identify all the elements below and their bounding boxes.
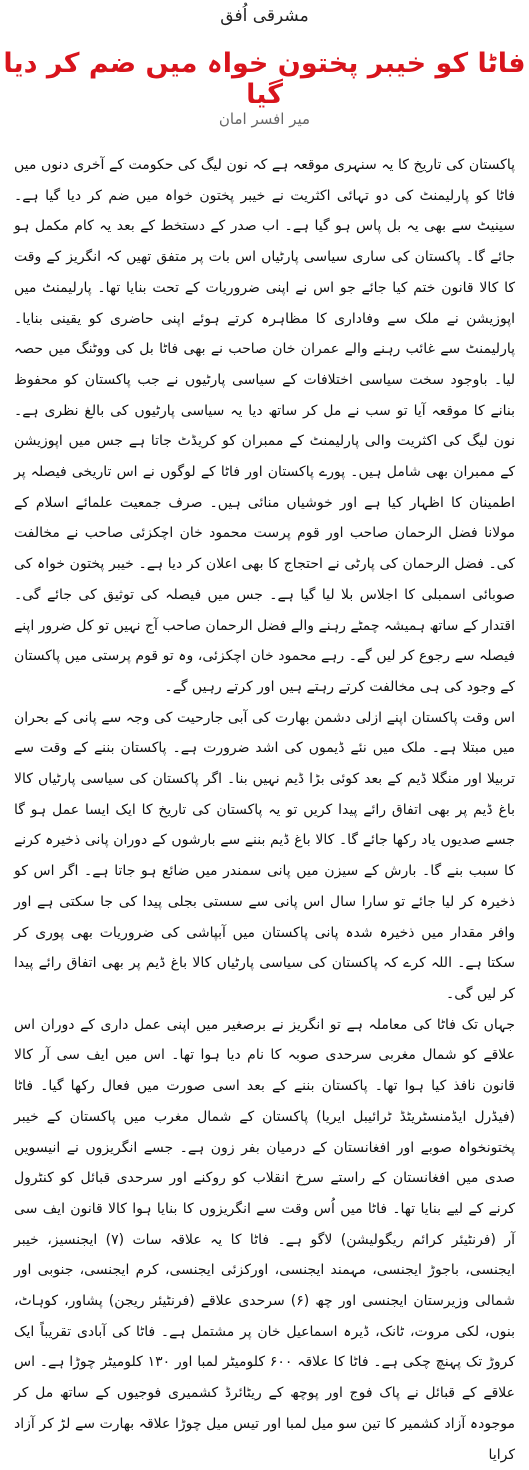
article-paragraph: پاکستان کی تاریخ کا یہ سنہری موقعہ ہے کہ نون لیگ کی حکومت کے آخری دنوں میں فاٹا کو پارلیمنٹ کی دو تہائی اکثریت نے خیبر پختون خواہ میں ضم کر دیا گیا ہے۔ سینیٹ سے بھی یہ بل پاس ہو گیا ہے۔ اب صدر کے دستخط کے بعد یہ کام مکمل ہو جائے گا۔ پاکستان کی ساری سیاسی پارٹیاں اس بات پر متفق تھیں کہ انگریز کے وقت کا کالا قانون ختم کیا جائے جو اس نے اپنی ضروریات کے تحت بنایا تھا۔ پارلیمنٹ میں اپوزیشن نے ملک سے وفاداری کا مظاہرہ کرتے ہوئے اپنی حاضری کو یقینی بنایا۔ پارلیمنٹ سے غائب رہنے والے عمران خان صاحب نے بھی فاٹا بل کی ووٹنگ میں حصہ لیا۔ باوجود سخت سیاسی اختلافات کے سیاسی پارٹیوں نے جب پاکستان کو محفوظ بنانے کا موقعہ آیا تو سب نے مل کر ساتھ دیا یہ سیاسی پارٹیوں کی بالغ نظری ہے۔ نون لیگ کی اکثریت والی پارلیمنٹ کے ممبران کو کریڈٹ جاتا ہے جس میں اپوزیشن کے ممبران بھی شامل ہیں۔ پورے پاکستان اور فاٹا کے لوگوں نے اس تاریخی فیصلہ پر اطمینان کا اظہار کیا ہے اور خوشیاں منائی ہیں۔ صرف جمعیت علمائے اسلام کے مولانا فضل الرحمان صاحب اور قوم پرست محمود خان اچکزئی صاحب نے مخالفت کی۔ فضل الرحمان کی پارٹی نے احتجاج کا بھی اعلان کر دیا ہے۔ خیبر پختون خواہ کی صوبائی اسمبلی کا اجلاس بلا لیا گیا ہے۔ جس میں فیصلہ کی توثیق کی جائے گی۔ اقتدار کے ساتھ ہمیشہ چمٹے رہنے والے فضل الرحمان صاحب آج نہیں تو کل ضرور اپنے فیصلہ سے رجوع کر لیں گے۔ رہے محمود خان اچکزئی، وہ تو قوم پرستی میں پاکستان کے وجود کی ہی مخالفت کرتے رہتے ہیں اور کرتے رہیں گے۔ [14,157,515,695]
author-byline: میر افسر امان [218,110,311,128]
column-title: مشرقی اُفق [220,6,309,26]
article-paragraph: جہاں تک فاٹا کی معاملہ ہے تو انگریز نے برصغیر میں اپنی عمل داری کے دوران اس علاقے کو شمال مغربی سرحدی صوبہ کا نام دیا ہوا تھا۔ اس میں ایف سی آر کالا قانون نافذ کیا ہوا تھا۔ پاکستان بننے کے بعد اسی صورت میں فعال رکھا گیا۔ فاٹا (فیڈرل ایڈمنسٹریٹڈ ٹرائیبل ایریا) پاکستان کے شمال مغرب میں پاکستان کے خیبر پختونخواہ صوبے اور افغانستان کے درمیان بفر زون ہے۔ جسے انگریزوں نے انیسویں صدی میں افغانستان کے راستے سرخ انقلاب کو روکنے اور سرحدی قبائل کو کنٹرول کرنے کے لیے بنایا تھا۔ فاٹا میں اُس وقت سے انگریزوں کا بنایا ہوا کالا قانون ایف سی آر (فرنٹیئر کرائم ریگولیشن) لاگو ہے۔ فاٹا کا یہ علاقہ سات (۷) ایجنسیز، خیبر ایجنسی، باجوڑ ایجنسی، مہمند ایجنسی، اورکزئی ایجنسی، کرم ایجنسی، جنوبی اور شمالی وزیرستان ایجنسی اور چھ (۶) سرحدی علاقے (فرنٹیئر ریجن) پشاور، کوہاٹ، بنوں، لکی مروت، ٹانک، ڈیرہ اسماعیل خان پر مشتمل ہے۔ فاٹا کی آبادی تقریباً ایک کروڑ تک پہنچ چکی ہے۔ فاٹا کا علاقہ ۶۰۰ کلومیٹر لمبا اور ۱۳۰ کلومیٹر چوڑا ہے۔ اس علاقے کے قبائل نے پاک فوج اور پوچھ کے ریٹائرڈ کشمیری فوجیوں کے ساتھ مل کر موجودہ آزاد کشمیر کا تین سو میل لمبا اور تیس میل چوڑا علاقہ بھارت سے لڑ کر آزاد کرایا [14,1016,515,1463]
article-paragraph: اس وقت پاکستان اپنے ازلی دشمن بھارت کی آبی جارحیت کی وجہ سے پانی کے بحران میں مبتلا ہے۔ ملک میں نئے ڈیموں کی اشد ضرورت ہے۔ پاکستان بننے کے وقت سے تربیلا اور منگلا ڈیم کے بعد کوئی بڑا ڈیم نہیں بنا۔ اگر پاکستان کی سیاسی پارٹیاں کالا باغ ڈیم پر بھی اتفاق رائے پیدا کریں تو یہ پاکستان کی تاریخ کا ایک ایسا عمل ہو گا جسے صدیوں یاد رکھا جائے گا۔ کالا باغ ڈیم بننے سے بارشوں کے دوران پانی ذخیرہ کرنے کا سبب بنے گا۔ بارش کے سیزن میں پانی سمندر میں ضائع ہو جاتا ہے۔ اگر اس کو ذخیرہ کر لیا جائے تو سارا سال اس پانی سے سستی بجلی پیدا کی جا سکتی ہے اور وافر مقدار میں ذخیرہ شدہ پانی پاکستان میں آبپاشی کی ضروریات بھی پوری کر سکتا ہے۔ اللہ کرے کہ پاکستان کی سیاسی پارٹیاں کالا باغ ڈیم پر بھی اتفاق رائے پیدا کر لیں گی۔ [14,709,515,1002]
article-headline: فاٹا کو خیبر پختون خواہ میں ضم کر دیا گیا [3,48,526,110]
article-body [14,150,515,1470]
